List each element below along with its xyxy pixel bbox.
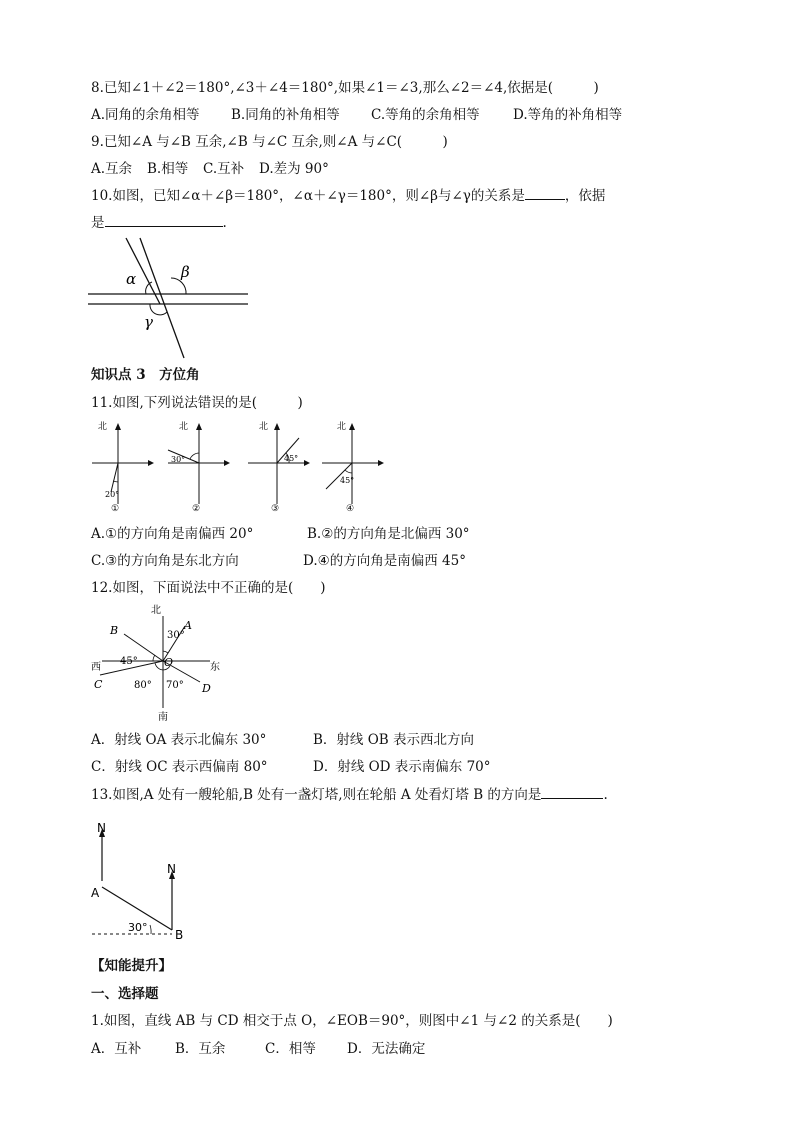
- q8-options: [91, 106, 622, 124]
- q11-figures: [88, 420, 388, 515]
- q11-option-c: C.③的方向角是东北方向: [91, 553, 239, 569]
- q10-stem-line2: [91, 214, 227, 232]
- q10-answer-blank-1[interactable]: [525, 187, 565, 200]
- q12-angle-70: 70°: [166, 680, 184, 691]
- q12-label-d: D: [202, 682, 211, 695]
- q10-stem-line1: [91, 187, 605, 205]
- q8-option-a: A.同角的余角相等: [91, 107, 200, 123]
- section-up-title: 【知能提升】: [91, 958, 172, 974]
- q11-fig2-angle: 30°: [171, 455, 186, 464]
- q10-label-beta: β: [181, 263, 190, 281]
- q12-option-a: A．射线 OA 表示北偏东 30°: [91, 732, 267, 748]
- p1-option-a: A．互补: [91, 1041, 142, 1057]
- q11-fig3-number: ③: [271, 504, 280, 514]
- q13-stem-line: [91, 786, 608, 804]
- q13-label-b: B: [175, 928, 184, 942]
- q11-stem: 11.如图,下列说法错误的是( ): [91, 395, 303, 411]
- q11-fig3-angle: 45°: [284, 454, 299, 463]
- q12-option-b: B．射线 OB 表示西北方向: [313, 732, 474, 748]
- q13-figure: [88, 815, 198, 943]
- q11-options-row2: [91, 552, 466, 570]
- q12-angle-45: 45°: [120, 656, 138, 667]
- q11-option-d: D.④的方向角是南偏西 45°: [303, 553, 466, 569]
- q12-option-c: C．射线 OC 表示西偏南 80°: [91, 759, 268, 775]
- q12-options-row2: [91, 758, 491, 776]
- q12-stem: 12.如图，下面说法中不正确的是( ): [91, 580, 326, 596]
- q12-label-o: O: [164, 656, 174, 669]
- p1-options: [91, 1040, 425, 1058]
- q12-north: 北: [151, 605, 161, 616]
- q8-option-d: D.等角的补角相等: [513, 107, 623, 123]
- q10-stem-a: 10.如图，已知∠α＋∠β＝180°，∠α＋∠γ＝180°，则∠β与∠γ的关系是: [91, 188, 525, 204]
- p1-option-c: C．相等: [265, 1041, 316, 1057]
- q11-option-b: B.②的方向角是北偏西 30°: [307, 526, 470, 542]
- q11-figure-3: [248, 420, 310, 514]
- section-choice-title: 一、选择题: [91, 986, 159, 1002]
- q11-figure-1: [92, 420, 154, 514]
- q11-option-a: A.①的方向角是南偏西 20°: [91, 526, 254, 542]
- p1-option-d: D．无法确定: [347, 1041, 426, 1057]
- q11-figure-4: [322, 420, 384, 514]
- q12-label-c: C: [94, 678, 103, 691]
- q11-options-row1: [91, 525, 470, 543]
- q11-fig2-number: ②: [192, 504, 201, 514]
- q10-figure: [88, 238, 253, 363]
- q10-label-gamma: γ: [144, 313, 153, 331]
- q10-stem-b: ，依据: [564, 188, 606, 204]
- q11-figure-2: [168, 420, 230, 514]
- p1-stem: 1.如图，直线 AB 与 CD 相交于点 O，∠EOB＝90°，则图中∠1 与∠2 的关系是( ): [91, 1013, 613, 1029]
- q12-south: 南: [158, 712, 168, 723]
- q13-stem: 13.如图,A 处有一艘轮船,B 处有一盏灯塔,则在轮船 A 处看灯塔 B 的方向是: [91, 787, 542, 803]
- q11-fig2-north: 北: [179, 422, 189, 432]
- q10-stem-end: .: [222, 215, 227, 231]
- q13-angle: 30°: [128, 921, 148, 934]
- q8-stem: 8.已知∠1＋∠2＝180°,∠3＋∠4＝180°,如果∠1＝∠3,那么∠2＝∠4,依据是( ): [91, 80, 599, 96]
- q12-label-a: A: [184, 619, 192, 632]
- q11-fig4-north: 北: [337, 422, 347, 432]
- q13-answer-blank[interactable]: [541, 786, 603, 799]
- q11-fig3-north: 北: [259, 422, 269, 432]
- p1-option-b: B．互余: [175, 1041, 226, 1057]
- q8-option-c: C.等角的余角相等: [371, 107, 480, 123]
- q9-option-b: B.相等: [147, 161, 189, 177]
- q12-angle-80: 80°: [134, 680, 152, 691]
- q10-transversal-right: [140, 238, 184, 358]
- q11-fig1-north: 北: [98, 422, 108, 432]
- q9-option-c: C.互补: [203, 161, 245, 177]
- q8-option-b: B.同角的补角相等: [231, 107, 340, 123]
- q10-stem-c: 是: [91, 215, 105, 231]
- q13-label-a: A: [91, 886, 100, 900]
- q9-option-a: A.互余: [91, 161, 133, 177]
- q13-stem-end: .: [603, 787, 608, 803]
- q12-angle-30: 30°: [167, 630, 185, 641]
- q9-option-d: D.差为 90°: [259, 161, 329, 177]
- q13-n1: N: [97, 821, 106, 835]
- q11-fig1-angle: 20°: [105, 490, 120, 499]
- q10-answer-blank-2[interactable]: [105, 214, 223, 227]
- q11-fig4-angle: 45°: [340, 476, 355, 485]
- q11-fig1-number: ①: [111, 504, 120, 514]
- q12-option-d: D．射线 OD 表示南偏东 70°: [313, 759, 491, 775]
- q10-label-alpha: α: [126, 270, 137, 288]
- q12-figure: [88, 604, 228, 722]
- q12-west: 西: [91, 662, 101, 673]
- section3-title: 知识点 3 方位角: [91, 367, 200, 383]
- q13-n2: N: [167, 862, 176, 876]
- q12-label-b: B: [110, 624, 119, 637]
- q11-fig4-number: ④: [346, 504, 355, 514]
- q12-east: 东: [210, 662, 220, 673]
- q9-stem: 9.已知∠A 与∠B 互余,∠B 与∠C 互余,则∠A 与∠C( ): [91, 134, 448, 150]
- q9-options: [91, 160, 329, 178]
- q12-options-row1: [91, 731, 474, 749]
